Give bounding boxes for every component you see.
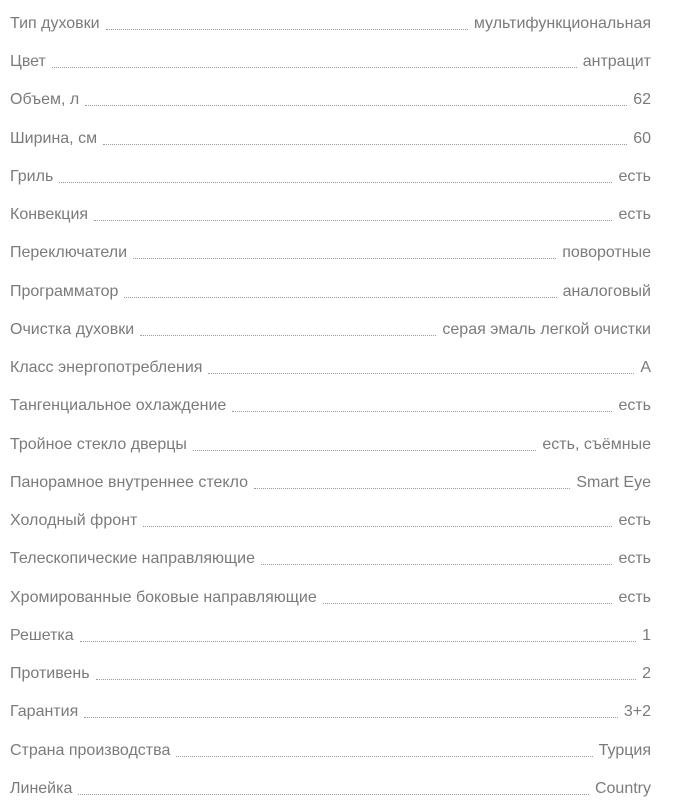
spec-value: есть — [618, 168, 651, 185]
spec-value: есть — [618, 512, 651, 529]
spec-row — [10, 10, 651, 34]
spec-label: Гриль — [10, 168, 54, 185]
spec-row — [10, 316, 651, 340]
dotted-leader — [84, 716, 618, 718]
spec-value: серая эмаль легкой очистки — [442, 321, 651, 338]
spec-label: Программатор — [10, 283, 119, 300]
spec-value: антрацит — [582, 53, 651, 70]
dotted-leader — [103, 143, 627, 145]
spec-row — [10, 201, 651, 225]
spec-value: есть — [618, 206, 651, 223]
dotted-leader — [176, 755, 592, 757]
dotted-leader — [59, 181, 612, 183]
spec-value: есть — [618, 550, 651, 567]
spec-value: аналоговый — [562, 283, 651, 300]
spec-row — [10, 469, 651, 493]
spec-label: Класс энергопотребления — [10, 359, 203, 376]
spec-label: Цвет — [10, 53, 46, 70]
spec-label: Объем, л — [10, 91, 80, 108]
spec-row — [10, 660, 651, 684]
dotted-leader — [133, 257, 556, 259]
spec-row — [10, 775, 651, 799]
dotted-leader — [106, 28, 468, 30]
spec-row — [10, 278, 651, 302]
dotted-leader — [85, 104, 627, 106]
spec-value: есть, съёмные — [542, 436, 651, 453]
spec-row — [10, 163, 651, 187]
dotted-leader — [52, 66, 577, 68]
spec-label: Холодный фронт — [10, 512, 138, 529]
dotted-leader — [80, 640, 636, 642]
spec-label: Панорамное внутреннее стекло — [10, 474, 249, 491]
spec-value: Smart Eye — [576, 474, 651, 491]
spec-value: 1 — [642, 627, 651, 644]
spec-value: 60 — [633, 130, 651, 147]
spec-value: поворотные — [562, 244, 651, 261]
spec-label: Тип духовки — [10, 15, 100, 32]
spec-row — [10, 125, 651, 149]
dotted-leader — [254, 487, 570, 489]
spec-value: A — [640, 359, 651, 376]
dotted-leader — [96, 678, 636, 680]
spec-value: 2 — [642, 665, 651, 682]
dotted-leader — [94, 219, 612, 221]
spec-value: есть — [618, 589, 651, 606]
spec-row — [10, 737, 651, 761]
spec-label: Решетка — [10, 627, 74, 644]
spec-label: Страна производства — [10, 742, 171, 759]
spec-value: Country — [594, 780, 651, 797]
dotted-leader — [261, 563, 612, 565]
spec-row — [10, 354, 651, 378]
spec-label: Тройное стекло дверцы — [10, 436, 187, 453]
dotted-leader — [208, 372, 634, 374]
spec-value: Турция — [598, 742, 651, 759]
dotted-leader — [323, 602, 613, 604]
spec-label: Конвекция — [10, 206, 89, 223]
spec-row — [10, 239, 651, 263]
spec-label: Гарантия — [10, 703, 79, 720]
spec-row — [10, 584, 651, 608]
spec-row — [10, 392, 651, 416]
dotted-leader — [232, 410, 612, 412]
spec-row — [10, 622, 651, 646]
spec-label: Хромированные боковые направляющие — [10, 589, 317, 606]
spec-label: Телескопические направляющие — [10, 550, 255, 567]
spec-row — [10, 545, 651, 569]
dotted-leader — [193, 449, 537, 451]
spec-label: Линейка — [10, 780, 73, 797]
dotted-leader — [78, 793, 589, 795]
dotted-leader — [140, 334, 436, 336]
spec-row — [10, 86, 651, 110]
spec-label: Противень — [10, 665, 90, 682]
spec-row — [10, 698, 651, 722]
spec-label: Очистка духовки — [10, 321, 135, 338]
spec-value: 3+2 — [623, 703, 651, 720]
spec-row — [10, 431, 651, 455]
dotted-leader — [124, 296, 556, 298]
spec-value: мультифункциональная — [473, 15, 651, 32]
dotted-leader — [143, 525, 612, 527]
spec-label: Тангенциальное охлаждение — [10, 397, 227, 414]
spec-row — [10, 507, 651, 531]
spec-row — [10, 48, 651, 72]
spec-value: есть — [618, 397, 651, 414]
spec-value: 62 — [633, 91, 651, 108]
spec-label: Ширина, см — [10, 130, 98, 147]
spec-label: Переключатели — [10, 244, 128, 261]
